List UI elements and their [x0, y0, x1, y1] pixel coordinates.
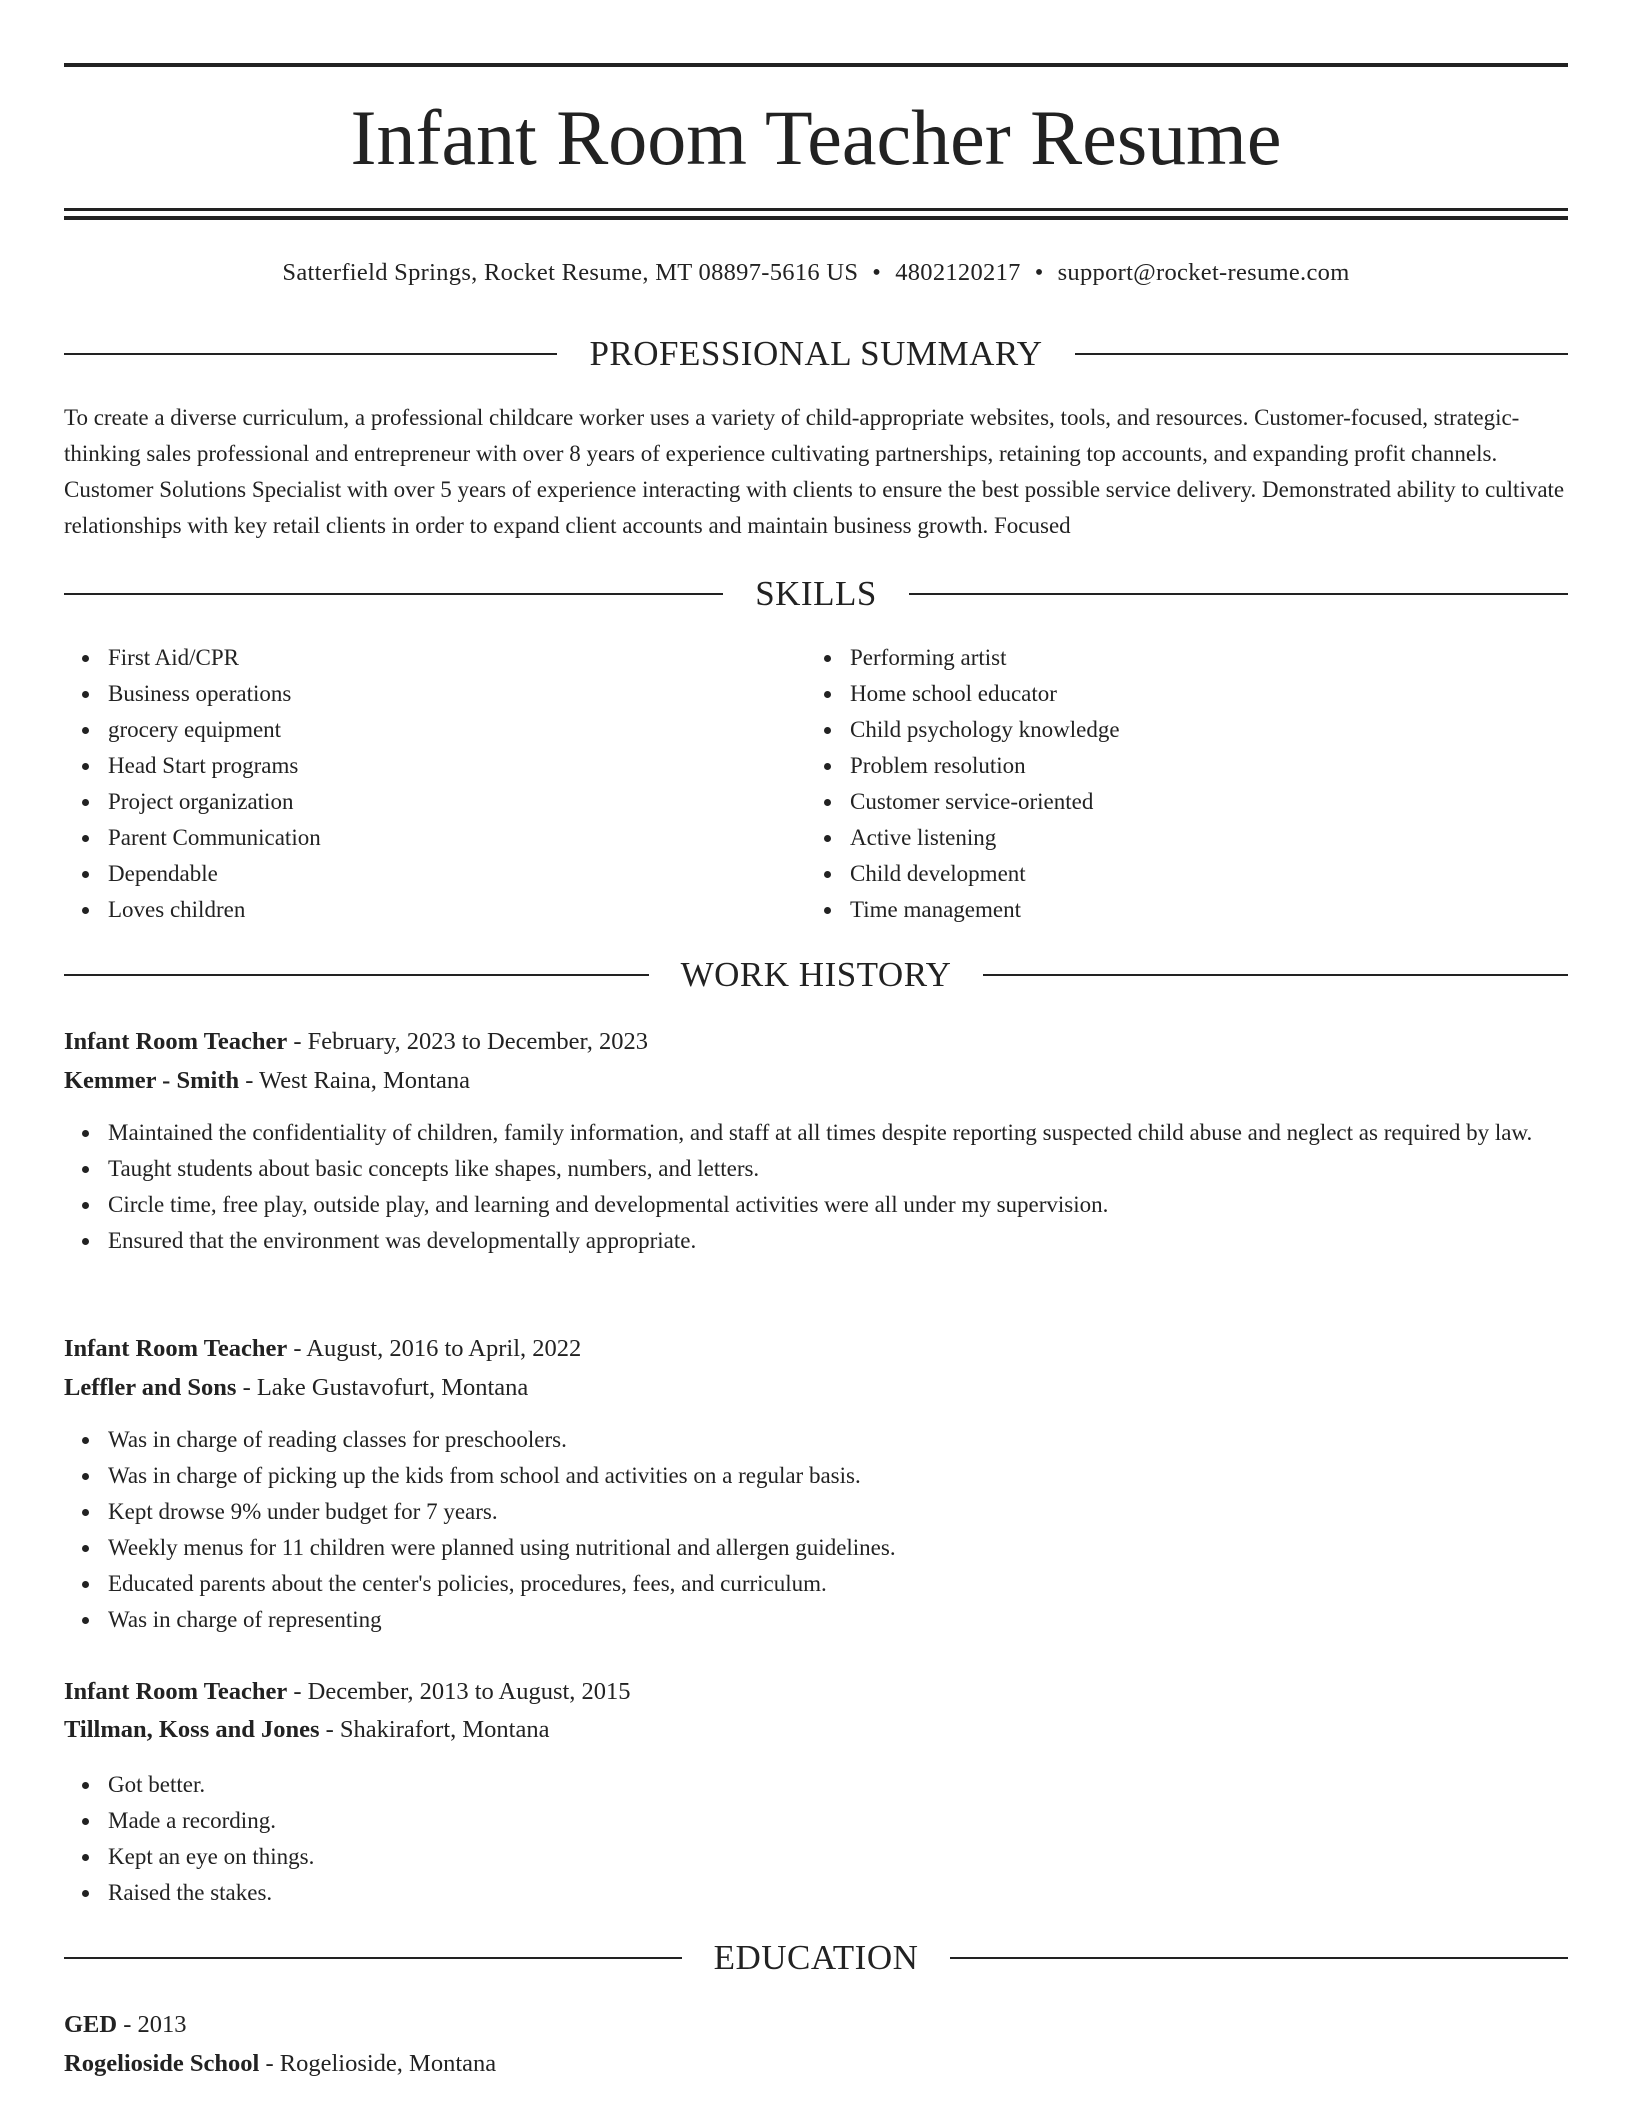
company-location: - Lake Gustavofurt, Montana: [236, 1374, 529, 1401]
top-rule: [64, 63, 1568, 67]
job-bullet: Got better.: [108, 1767, 1568, 1803]
divider-line: [64, 353, 557, 355]
contact-address: Satterfield Springs, Rocket Resume, MT 08897-5616 US: [282, 259, 859, 286]
job-bullet: Was in charge of representing: [108, 1602, 1568, 1638]
job-bullet: Taught students about basic concepts like shapes, numbers, and letters.: [108, 1151, 1568, 1187]
education-degree-line: [64, 2007, 1568, 2043]
company-location: - West Raina, Montana: [239, 1067, 471, 1094]
job-bullet: Raised the stakes.: [108, 1875, 1568, 1911]
job-bullet: Was in charge of reading classes for preschoolers.: [108, 1422, 1568, 1458]
skills-column-right: [806, 640, 1568, 928]
job-bullets: [64, 1422, 1568, 1638]
section-title: EDUCATION: [713, 1938, 919, 1977]
contact-line: [64, 256, 1568, 290]
company-name: Tillman, Koss and Jones: [64, 1716, 320, 1743]
skill-item: Head Start programs: [108, 748, 806, 784]
divider-line: [64, 593, 723, 595]
divider-line: [64, 1957, 682, 1959]
company-name: Kemmer - Smith: [64, 1067, 240, 1094]
job-title-line: [64, 1331, 1568, 1367]
school-location: - Rogelioside, Montana: [259, 2050, 497, 2077]
divider-line: [983, 974, 1568, 976]
divider-line: [1075, 353, 1568, 355]
skills-section-header: [64, 572, 1568, 616]
job-title: Infant Room Teacher: [64, 1028, 288, 1055]
summary-text: To create a diverse curriculum, a professional childcare worker uses a variety of child-appropriate websites, tools, and resources. Customer-focused, strategic-thinking sales professional and entrepreneur with over 8 years of experience cultivating partnerships, retaining top accounts, and expanding profit channels. Customer Solutions Specialist with over 5 years of experience interacting with clients to ensure the best possible service delivery. Demonstrated ability to cultivate relationships with key retail clients in order to expand client accounts and maintain business growth. Focused: [64, 405, 1565, 538]
education-section-header: [64, 1936, 1568, 1980]
skill-item: Home school educator: [850, 676, 1568, 712]
skill-item: Child development: [850, 856, 1568, 892]
job-company-line: [64, 1712, 1568, 1748]
skill-item: Child psychology knowledge: [850, 712, 1568, 748]
section-title: WORK HISTORY: [680, 955, 952, 994]
job-bullet: Kept an eye on things.: [108, 1839, 1568, 1875]
job-dates: - December, 2013 to August, 2015: [287, 1678, 631, 1705]
job-bullet: Educated parents about the center's policies, procedures, fees, and curriculum.: [108, 1566, 1568, 1602]
contact-email: support@rocket-resume.com: [1057, 259, 1350, 286]
job-title: Infant Room Teacher: [64, 1335, 288, 1362]
skill-item: Loves children: [108, 892, 806, 928]
divider-line: [64, 974, 649, 976]
contact-separator: •: [1034, 259, 1044, 286]
contact-separator: •: [872, 259, 882, 286]
skill-item: Dependable: [108, 856, 806, 892]
skill-item: Time management: [850, 892, 1568, 928]
divider-line: [909, 593, 1568, 595]
title-rule: [64, 208, 1568, 211]
job-bullet: Circle time, free play, outside play, and learning and developmental activities were all under my supervision.: [108, 1187, 1568, 1223]
skill-item: Customer service-oriented: [850, 784, 1568, 820]
job-dates: - February, 2023 to December, 2023: [287, 1028, 648, 1055]
work-section-header: [64, 953, 1568, 997]
job-title: Infant Room Teacher: [64, 1678, 288, 1705]
job-dates: - August, 2016 to April, 2022: [287, 1335, 582, 1362]
resume-title: Infant Room Teacher Resume: [350, 94, 1282, 181]
skill-item: First Aid/CPR: [108, 640, 806, 676]
job-title-line: [64, 1024, 1568, 1060]
skill-item: Business operations: [108, 676, 806, 712]
divider-line: [950, 1957, 1568, 1959]
company-location: - Shakirafort, Montana: [319, 1716, 550, 1743]
skill-item: grocery equipment: [108, 712, 806, 748]
skill-item: Problem resolution: [850, 748, 1568, 784]
job-bullet: Made a recording.: [108, 1803, 1568, 1839]
section-title: SKILLS: [755, 574, 877, 613]
skill-item: Parent Communication: [108, 820, 806, 856]
job-company-line: [64, 1370, 1568, 1406]
section-title: PROFESSIONAL SUMMARY: [589, 334, 1043, 373]
skills-column-left: [64, 640, 806, 928]
job-bullet: Kept drowse 9% under budget for 7 years.: [108, 1494, 1568, 1530]
job-bullet: Ensured that the environment was developmentally appropriate.: [108, 1223, 1568, 1259]
summary-section-header: [64, 332, 1568, 376]
job-bullet: Was in charge of picking up the kids from school and activities on a regular basis.: [108, 1458, 1568, 1494]
skills-list: [64, 640, 1568, 928]
skill-item: Project organization: [108, 784, 806, 820]
degree-name: GED: [64, 2011, 118, 2038]
contact-phone: 4802120217: [895, 259, 1021, 286]
degree-year: - 2013: [117, 2011, 187, 2038]
company-name: Leffler and Sons: [64, 1374, 237, 1401]
school-name: Rogelioside School: [64, 2050, 260, 2077]
job-bullet: Maintained the confidentiality of children, family information, and staff at all times despite reporting suspected child abuse and neglect as required by law.: [108, 1115, 1568, 1151]
job-title-line: [64, 1674, 1568, 1710]
education-school-line: [64, 2046, 1568, 2082]
job-bullets: [64, 1767, 1568, 1911]
job-bullet: Weekly menus for 11 children were planned using nutritional and allergen guidelines.: [108, 1530, 1568, 1566]
skill-item: Performing artist: [850, 640, 1568, 676]
skill-item: Active listening: [850, 820, 1568, 856]
job-company-line: [64, 1063, 1568, 1099]
title-rule: [64, 216, 1568, 220]
job-bullets: [64, 1115, 1568, 1259]
